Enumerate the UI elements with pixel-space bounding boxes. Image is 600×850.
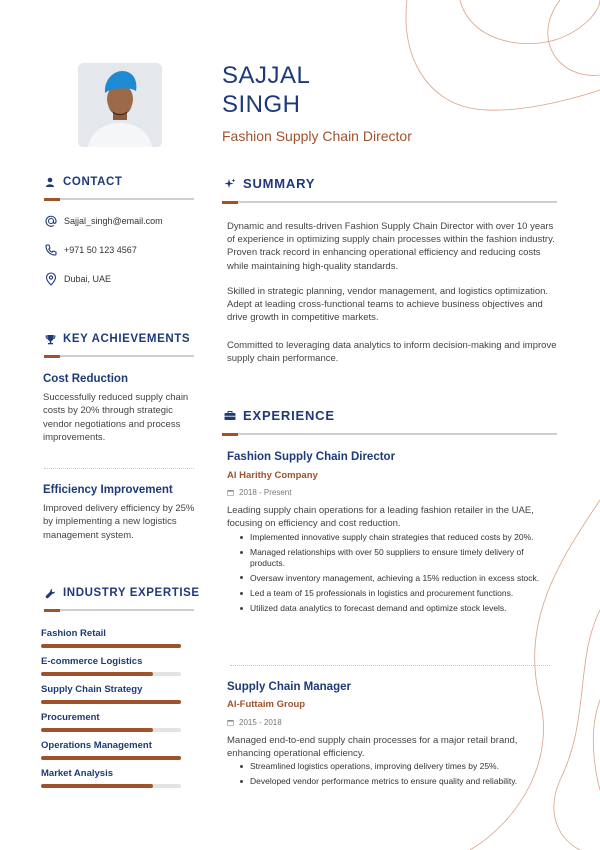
skill-name: Procurement <box>41 712 100 723</box>
achievement-separator <box>44 468 194 469</box>
achievement-title: Cost Reduction <box>43 373 128 385</box>
at-sign-icon <box>44 214 58 228</box>
skill-bar <box>41 672 181 676</box>
skill-name: Fashion Retail <box>41 628 106 639</box>
calendar-icon <box>227 719 234 726</box>
skill-bar-fill <box>41 784 153 788</box>
experience-job-title: Supply Chain Manager <box>227 681 351 693</box>
contact-heading-label: CONTACT <box>63 176 123 188</box>
phone-text: +971 50 123 4567 <box>64 245 137 255</box>
skill-bar <box>41 728 181 732</box>
contact-divider <box>44 198 194 200</box>
achievement-description: Improved delivery efficiency by 25% by implementing a new logistics management system. <box>43 503 195 541</box>
skill-bar <box>41 700 181 704</box>
skill-bar-fill <box>41 756 181 760</box>
person-name <box>222 61 422 119</box>
summary-paragraph: Skilled in strategic planning, vendor management, and logistics optimization. Adept at leading cross-functional teams to achieve business objectives and drive growth in competitive markets. <box>227 286 549 324</box>
skill-bar-fill <box>41 672 153 676</box>
name-line-1: SAJJAL <box>222 62 311 89</box>
skill-name: E-commerce Logistics <box>41 656 143 667</box>
contact-heading <box>44 176 123 188</box>
achievements-heading-label: KEY ACHIEVEMENTS <box>63 333 191 345</box>
job-title: Fashion Supply Chain Director <box>222 128 412 144</box>
contact-phone[interactable] <box>44 243 137 257</box>
experience-bullet: Streamlined logistics operations, improving delivery times by 25%. <box>237 761 557 772</box>
experience-bullet: Utilized data analytics to forecast demand and optimize stock levels. <box>237 603 557 614</box>
profile-photo <box>78 63 162 147</box>
location-text: Dubai, UAE <box>64 274 112 284</box>
experience-dates-text: 2015 - 2018 <box>239 718 282 727</box>
skill-bar-fill <box>41 644 181 648</box>
person-icon <box>44 176 56 188</box>
skill-bar <box>41 784 181 788</box>
experience-heading <box>224 408 335 423</box>
skill-bar-fill <box>41 728 153 732</box>
experience-company: Al Harithy Company <box>227 470 318 481</box>
email-text: Sajjal_singh@email.com <box>64 216 163 226</box>
summary-heading <box>224 176 315 191</box>
expertise-heading-label: INDUSTRY EXPERTISE <box>63 587 200 599</box>
expertise-divider <box>44 609 194 611</box>
experience-separator <box>230 665 550 666</box>
skill-bar-fill <box>41 700 181 704</box>
skill-bar <box>41 756 181 760</box>
briefcase-icon <box>224 410 236 422</box>
name-line-2: SINGH <box>222 91 301 118</box>
summary-heading-label: SUMMARY <box>243 176 316 191</box>
summary-paragraph: Committed to leveraging data analytics to inform decision-making and improve supply chain performance. <box>227 340 557 365</box>
experience-description: Leading supply chain operations for a leading fashion retailer in the UAE, focusing on efficiency and cost reduction. <box>227 505 534 530</box>
experience-dates <box>227 488 291 497</box>
achievement-title: Efficiency Improvement <box>43 484 173 496</box>
experience-bullet: Oversaw inventory management, achieving a 15% reduction in excess stock. <box>237 573 557 584</box>
trophy-icon <box>44 333 56 345</box>
calendar-icon <box>227 489 234 496</box>
contact-email[interactable] <box>44 214 163 228</box>
experience-bullets <box>237 532 557 619</box>
experience-bullet: Led a team of 15 professionals in logistics and procurement functions. <box>237 588 557 599</box>
experience-bullets <box>237 761 557 791</box>
experience-company: Al-Futtaim Group <box>227 699 306 710</box>
experience-divider <box>222 433 557 435</box>
experience-job-title: Fashion Supply Chain Director <box>227 451 396 463</box>
experience-dates <box>227 718 282 727</box>
skill-name: Operations Management <box>41 740 152 751</box>
sparkle-icon <box>224 178 236 190</box>
summary-divider <box>222 201 557 203</box>
expertise-heading <box>44 587 200 599</box>
experience-description: Managed end-to-end supply chain processes for a major retail brand, enhancing operational efficiency. <box>227 735 518 760</box>
experience-bullet: Developed vendor performance metrics to ensure quality and reliability. <box>237 776 557 787</box>
achievement-description: Successfully reduced supply chain costs by 20% through strategic vendor negotiations and process improvements. <box>43 392 189 443</box>
location-pin-icon <box>44 272 58 286</box>
achievements-heading <box>44 333 190 345</box>
experience-bullet: Managed relationships with over 50 suppliers to ensure timely delivery of products. <box>237 547 557 568</box>
wrench-icon <box>44 587 56 599</box>
experience-heading-label: EXPERIENCE <box>243 408 335 423</box>
achievements-divider <box>44 355 194 357</box>
skill-name: Supply Chain Strategy <box>41 684 143 695</box>
experience-dates-text: 2018 - Present <box>239 488 292 497</box>
phone-icon <box>44 243 58 257</box>
skill-bar <box>41 644 181 648</box>
contact-location <box>44 272 111 286</box>
summary-paragraph: Dynamic and results-driven Fashion Supply Chain Director with over 10 years of experience in optimizing supply chain processes within the fashion industry. Proven track record in enhancing operational efficiency and reducing costs while maintaining high-quality standards. <box>227 221 555 272</box>
experience-bullet: Implemented innovative supply chain strategies that reduced costs by 20%. <box>237 532 557 543</box>
skill-name: Market Analysis <box>41 768 113 779</box>
